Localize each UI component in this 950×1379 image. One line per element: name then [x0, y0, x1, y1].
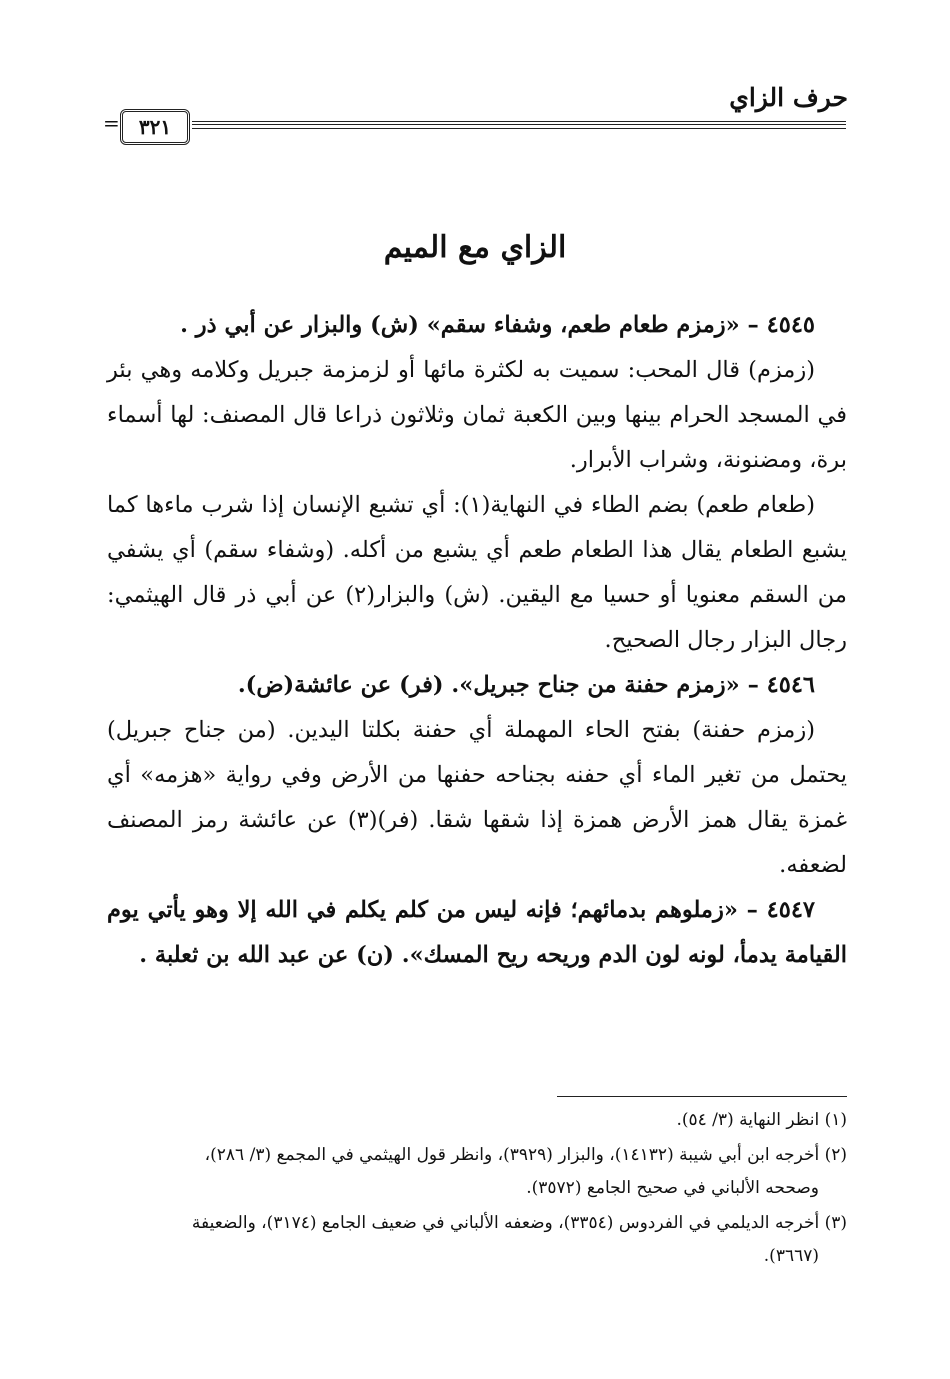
footnotes: [107, 1104, 847, 1275]
commentary-paragraph: (طعام طعم) بضم الطاء في النهاية(١): أي تشبع الإنسان إذا شرب ماءها كما يشبع الطعام يقال هذا الطعام طعم أي يشبع من أكله. (وشفاء سقم) أي يشفي من السقم معنويا أو حسيا مع اليقين. (ش) والبزار(٢) عن أبي ذر قال الهيثمي: رجال البزار رجال الصحيح.: [107, 492, 847, 653]
footnote-1: (١) انظر النهاية (٣/ ٥٤).: [676, 1110, 847, 1130]
hadith-entry-4547: ٤٥٤٧ – «زملوهم بدمائهم؛ فإنه ليس من كلم يكلم في الله إلا وهو يأتي يوم القيامة يدمأ، لونه لون الدم وريحه ريح المسك». (ن) عن عبد الله بن ثعلبة .: [107, 897, 847, 968]
commentary-paragraph: (زمزم حفنة) بفتح الحاء المهملة أي حفنة بكلتا اليدين. (من جناح جبريل) يحتمل من تغير الماء أي حفنه بجناحه حفنها من الأرض وفي رواية «هزمه» أي غمزة يقال همز الأرض همزة إذا شقها شقا. (فر)(٣) عن عائشة رمز المصنف لضعفه.: [107, 717, 847, 878]
footnote-3-line-1: (٣) أخرجه الديلمي في الفردوس (٣٣٥٤)، وضعفه الألباني في ضعيف الجامع (٣١٧٤)، والضعيفة: [191, 1213, 847, 1233]
hadith-entry-4546: ٤٥٤٦ – «زمزم حفنة من جناح جبريل». (فر) عن عائشة(ض).: [237, 672, 815, 698]
page-number: ٣٢١: [120, 109, 190, 145]
header-rule: [192, 121, 846, 129]
footnote-2-line-1: (٢) أخرجه ابن أبي شيبة (١٤١٣٢)، والبزار (٣٩٢٩)، وانظر قول الهيثمي في المجمع (٣/ ٢٨٦)،: [204, 1145, 847, 1165]
footnote-2: [107, 1139, 847, 1205]
main-text: [107, 303, 847, 978]
commentary-paragraph: (زمزم) قال المحب: سميت به لكثرة مائها أو لزمزمة جبريل وكلامه وهي بئر في المسجد الحرام بينها وبين الكعبة ثمان وثلاثون ذراعا قال المصنف: لها أسماء برة، ومضنونة، وشراب الأبرار.: [107, 357, 847, 473]
section-title: الزاي مع الميم: [383, 230, 567, 265]
footnote-2-line-2: وصححه الألباني في صحيح الجامع (٣٥٧٢).: [526, 1178, 819, 1198]
footnote-3: [107, 1207, 847, 1273]
footnote-separator: [557, 1096, 847, 1097]
running-header-title: حرف الزاي: [729, 83, 848, 112]
page-edge-mark: =: [103, 111, 120, 135]
hadith-entry-4545: ٤٥٤٥ – «زمزم طعام طعم، وشفاء سقم» (ش) والبزار عن أبي ذر .: [180, 312, 815, 338]
footnote-3-line-2: (٣٦٦٧).: [763, 1246, 819, 1266]
